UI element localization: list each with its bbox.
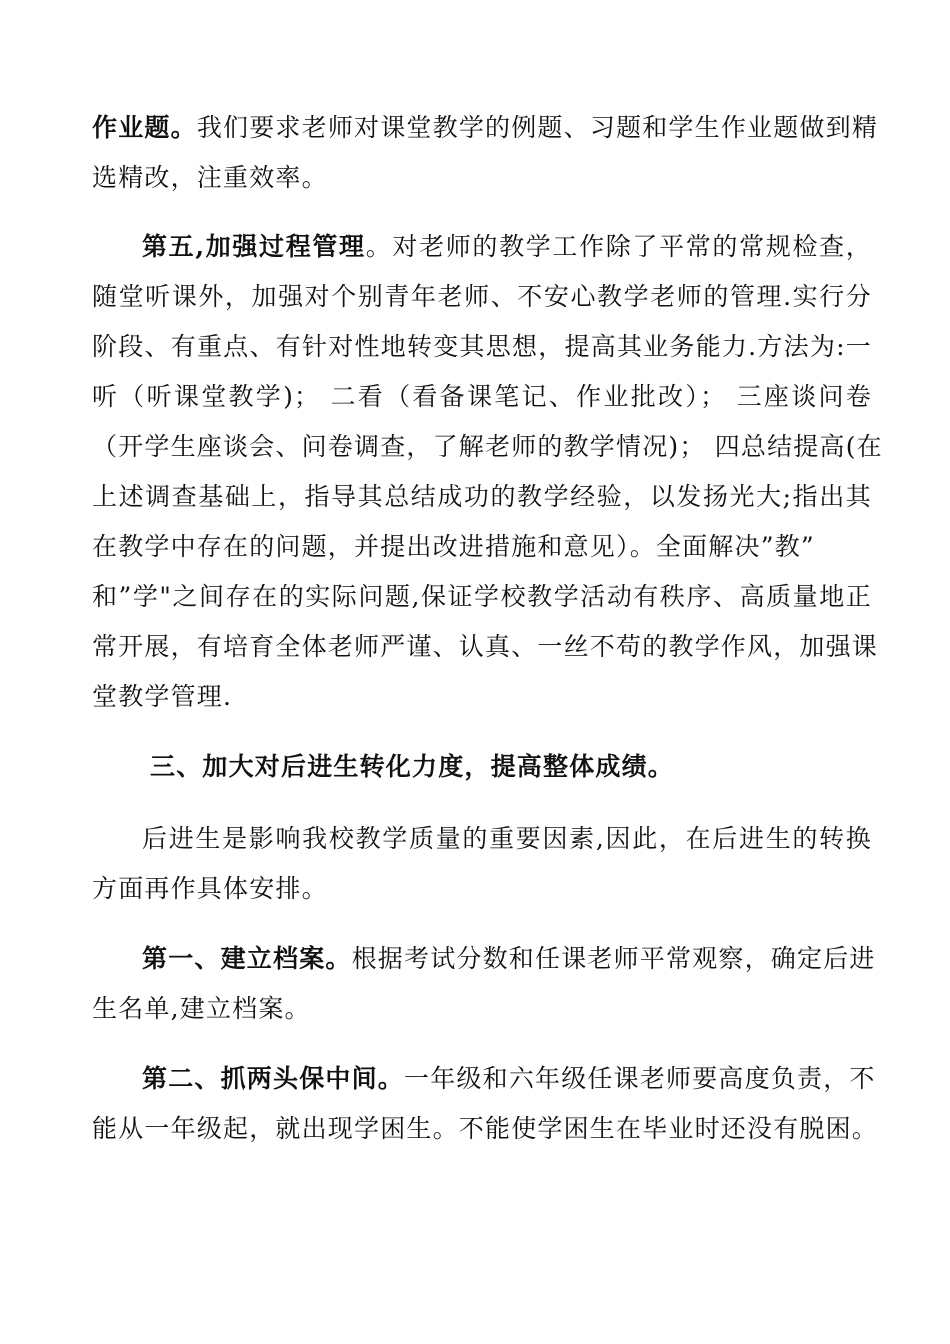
paragraph-line: 选精改，注重效率。 <box>92 163 328 192</box>
paragraph-line: 阶段、有重点、有针对性地转变其思想，提高其业务能力.方法为:一 <box>92 332 872 361</box>
paragraph-line: 听（听课堂教学)； 二看（看备课笔记、作业批改）； 三座谈问卷 <box>92 382 872 411</box>
paragraph-line: 堂教学管理. <box>92 682 233 711</box>
paragraph-line: 方面再作具体安排。 <box>92 874 328 903</box>
paragraph-line: 常开展，有培育全体老师严谨、认真、一丝不苟的教学作风，加强课 <box>92 632 879 661</box>
paragraph-line: 上述调查基础上，指导其总结成功的教学经验，以发扬光大;指出其 <box>92 482 872 511</box>
bold-lead: 第一、建立档案。 <box>142 944 352 973</box>
paragraph-line: 第二、抓两头保中间。一年级和六年级任课老师要高度负责，不 <box>142 1064 876 1093</box>
bold-lead: 第二、抓两头保中间。 <box>142 1064 405 1093</box>
paragraph-line: 和”学"之间存在的实际问题,保证学校教学活动有秩序、高质量地正 <box>92 582 872 611</box>
bold-lead: 作业题。 <box>92 113 197 142</box>
paragraph-line: （开学生座谈会、问卷调查，了解老师的教学情况)； 四总结提高(在 <box>92 432 883 461</box>
paragraph-line: 后进生是影响我校教学质量的重要因素,因此，在后进生的转换 <box>142 824 872 853</box>
paragraph-line: 随堂听课外，加强对个别青年老师、不安心教学老师的管理.实行分 <box>92 282 872 311</box>
paragraph-line: 第五,加强过程管理。对老师的教学工作除了平常的常规检查， <box>142 232 872 261</box>
bold-lead: 第五,加强过程管理 <box>142 232 366 261</box>
section-heading: 三、加大对后进生转化力度，提高整体成绩。 <box>150 752 675 781</box>
paragraph-line: 能从一年级起，就出现学困生。不能使学困生在毕业时还没有脱困。 <box>92 1114 879 1143</box>
paragraph-line: 作业题。我们要求老师对课堂教学的例题、习题和学生作业题做到精 <box>92 113 879 142</box>
paragraph-line: 在教学中存在的问题，并提出改进措施和意见）。全面解决”教” <box>92 532 815 561</box>
paragraph-line: 生名单,建立档案。 <box>92 994 311 1023</box>
paragraph-line: 第一、建立档案。根据考试分数和任课老师平常观察，确定后进 <box>142 944 876 973</box>
